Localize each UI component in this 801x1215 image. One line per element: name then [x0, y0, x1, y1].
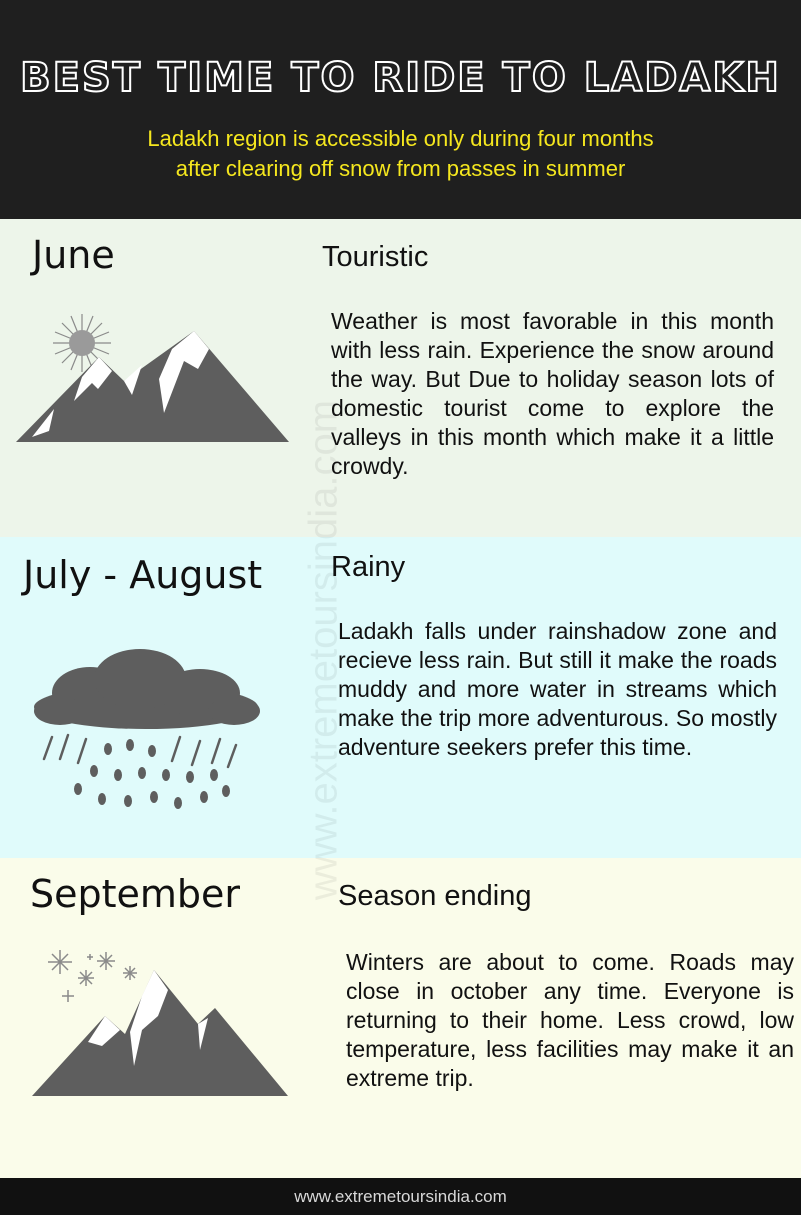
page-subtitle	[0, 124, 801, 184]
season-label: Season ending	[338, 880, 532, 912]
month-heading: July - August	[23, 553, 263, 597]
season-label: Rainy	[331, 551, 406, 583]
header-banner	[0, 0, 801, 219]
watermark	[301, 330, 346, 970]
section-july-august	[0, 537, 801, 858]
watermark-text: www.extremetoursindia.com	[301, 399, 346, 901]
section-description: Weather is most favorable in this month with less rain. Experience the snow around the way. But Due to holiday season lots of domestic tourist come to explore the valleys in this month which make it a little crowdy.	[331, 308, 774, 479]
rain-cloud-icon	[30, 649, 262, 819]
section-september	[0, 858, 801, 1178]
page-title: BEST TIME TO RIDE TO LADAKH	[20, 55, 781, 101]
subtitle-line-2: after clearing off snow from passes in summer	[175, 156, 626, 181]
section-description: Ladakh falls under rainshadow zone and recieve less rain. But still it make the roads muddy and more water in streams which make the trip more adventurous. So mostly adventure seekers prefer this time.	[338, 618, 777, 760]
month-heading: June	[32, 233, 115, 277]
subtitle-line-1: Ladakh region is accessible only during four months	[147, 126, 654, 151]
snow-mountain-icon	[30, 946, 292, 1101]
section-description: Winters are about to come. Roads may close in october any time. Everyone is returning to their home. Less crowd, low temperature, less facilities may make it an extreme trip.	[346, 949, 794, 1091]
sun-mountain-icon	[14, 309, 292, 449]
season-label: Touristic	[322, 241, 429, 273]
month-heading: September	[30, 872, 241, 916]
section-june	[0, 219, 801, 537]
footer	[0, 1178, 801, 1215]
footer-url[interactable]: www.extremetoursindia.com	[294, 1187, 507, 1206]
